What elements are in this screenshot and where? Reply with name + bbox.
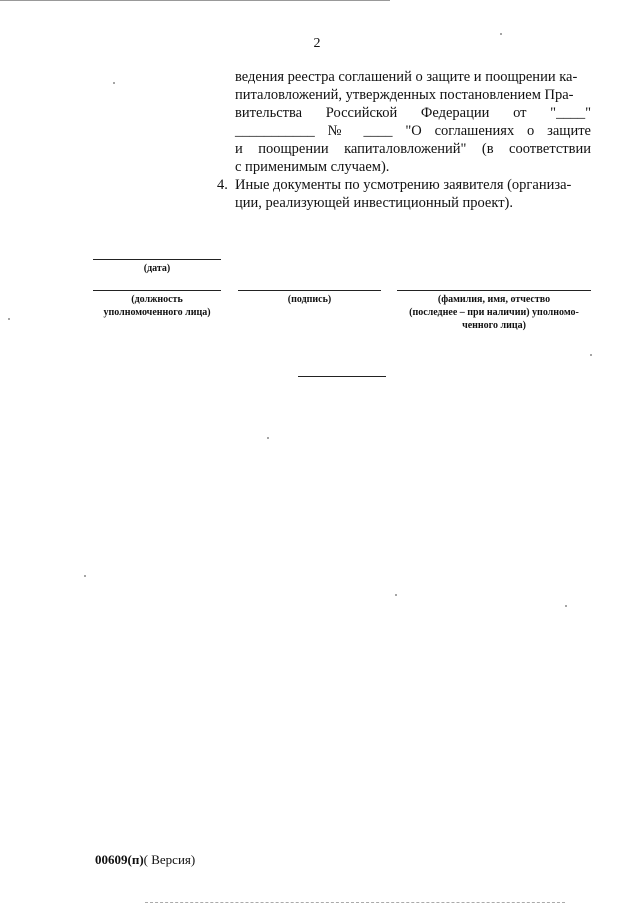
position-caption-line-2: уполномоченного лица) (103, 307, 211, 318)
scan-speck (590, 354, 592, 356)
closing-separator-line (298, 376, 386, 377)
date-signature-line (93, 259, 221, 260)
bottom-edge-rule (145, 902, 565, 903)
scan-speck (395, 594, 397, 596)
signature-line (238, 290, 381, 291)
date-caption: (дата) (143, 263, 171, 274)
full-name-caption-line-3: ченного лица) (462, 320, 526, 331)
document-footer (95, 852, 195, 868)
position-signature-line (93, 290, 221, 291)
scan-speck (84, 575, 86, 577)
page-number: 2 (313, 36, 321, 51)
scan-speck (267, 437, 269, 439)
scan-speck (8, 318, 10, 320)
scan-speck (565, 605, 567, 607)
footer-version: ( Версия) (143, 852, 196, 867)
scan-speck (500, 33, 502, 35)
scan-speck (113, 82, 115, 84)
footer-document-code: 00609(п) (95, 852, 144, 867)
full-name-caption-line-1: (фамилия, имя, отчество (437, 294, 551, 305)
body-line-5: и поощрении капиталовложений" (в соответствии (235, 141, 591, 157)
body-line-1: ведения реестра соглашений о защите и поощрении ка- (235, 69, 578, 85)
body-line-2: питаловложений, утвержденных постановлением Пра- (235, 87, 574, 103)
list-item-4-line-1: Иные документы по усмотрению заявителя (организа- (235, 177, 572, 193)
list-item-4-number: 4. (217, 177, 228, 193)
body-line-6: с применимым случаем). (235, 159, 390, 175)
signature-caption: (подпись) (287, 294, 332, 305)
full-name-caption-line-2: (последнее – при наличии) уполномо- (409, 307, 579, 318)
list-item-4-line-2: ции, реализующей инвестиционный проект). (235, 195, 513, 211)
full-name-signature-line (397, 290, 591, 291)
body-line-3: вительства Российской Федерации от "____" (235, 105, 591, 121)
position-caption-line-1: (должность (131, 294, 183, 305)
top-edge-rule (0, 0, 390, 1)
body-line-4: ___________ № ____ "О соглашениях о защите (235, 123, 591, 139)
